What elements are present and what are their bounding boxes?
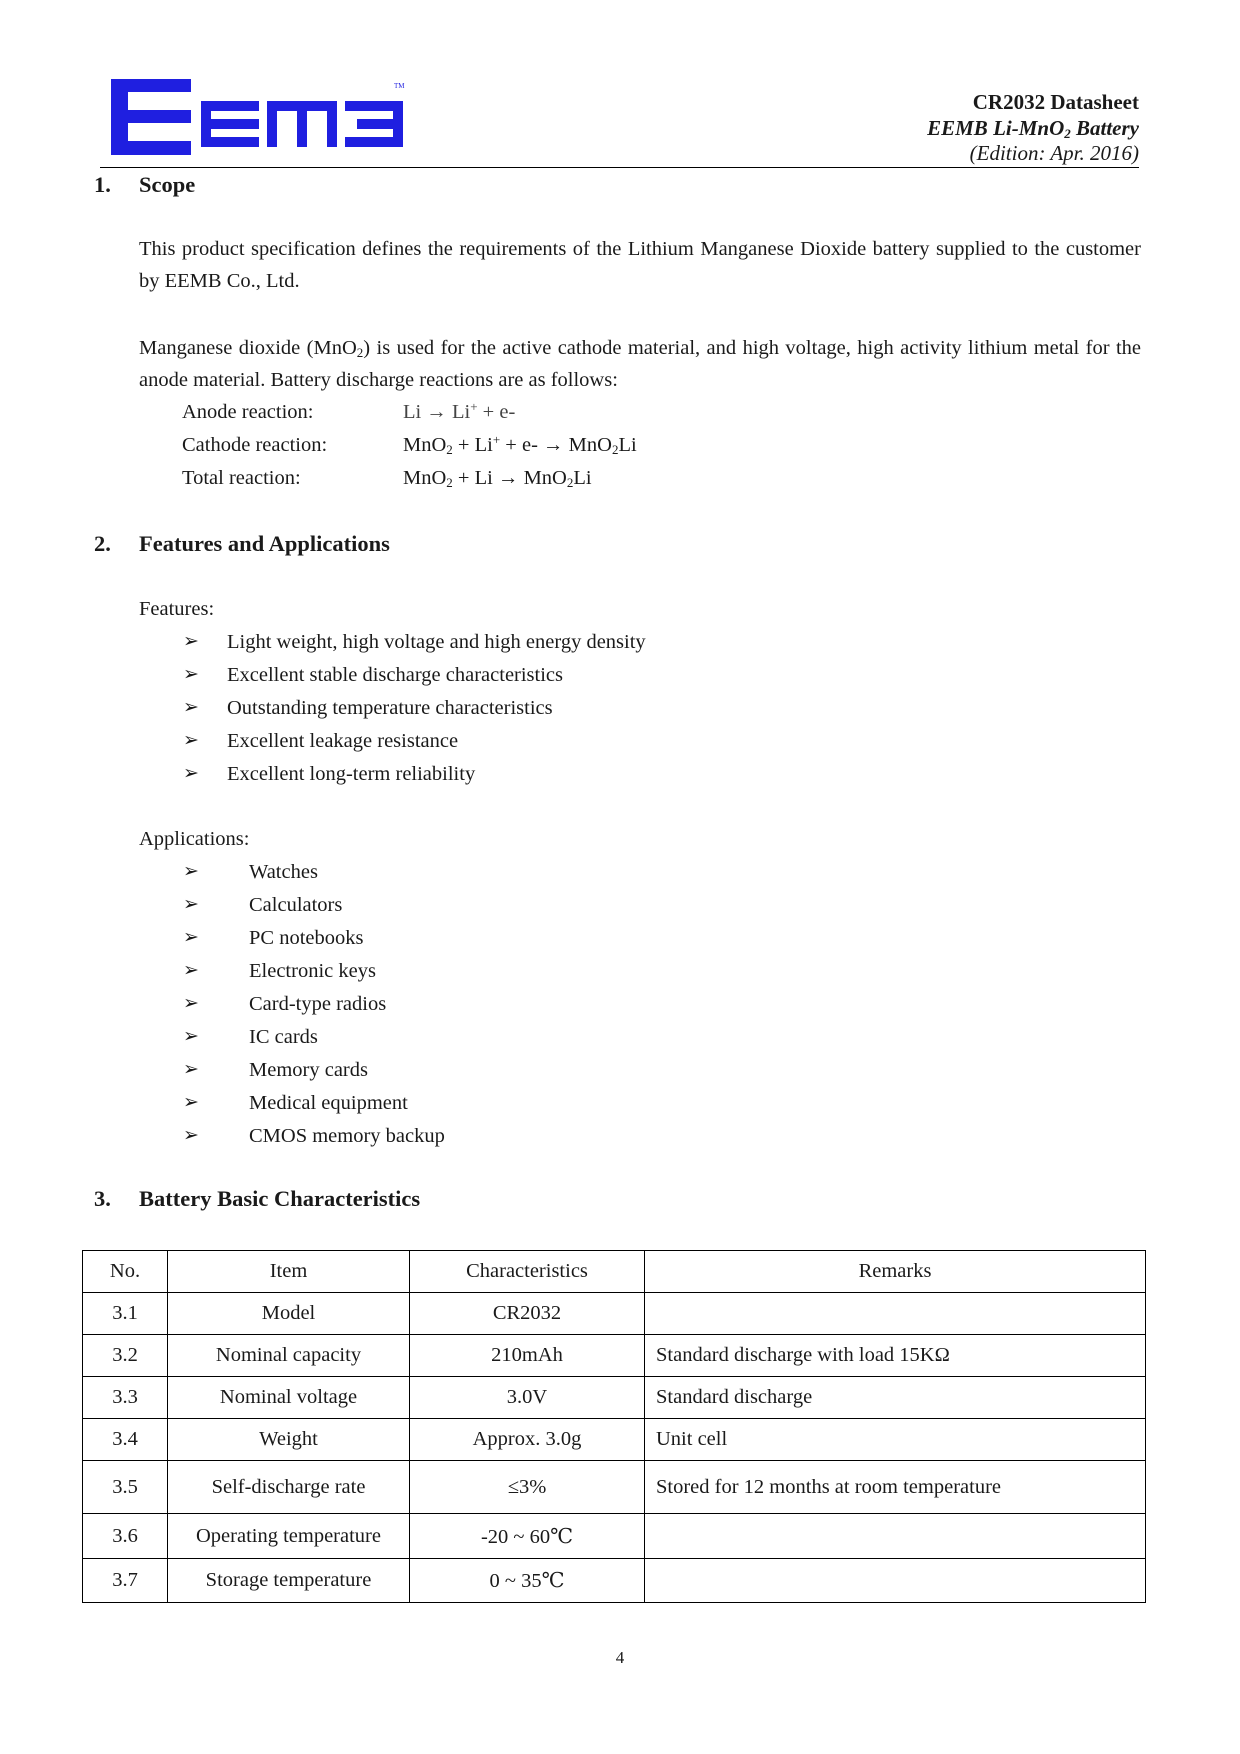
cell-item: Nominal voltage [168,1377,410,1419]
bullet-arrow-icon: ➢ [183,631,199,652]
table-row [83,1461,1146,1514]
bullet-arrow-icon: ➢ [183,927,199,948]
table-row [83,1514,1146,1559]
application-item: Electronic keys [249,960,376,982]
bullet-arrow-icon: ➢ [183,697,199,718]
total-reaction-label: Total reaction: [182,467,301,489]
characteristics-table [82,1250,1146,1603]
application-item: Calculators [249,894,343,916]
cell-remarks: Standard discharge with load 15KΩ [645,1335,1146,1377]
bullet-arrow-icon: ➢ [183,894,199,915]
cell-remarks: Stored for 12 months at room temperature [645,1461,1146,1514]
bullet-arrow-icon: ➢ [183,1092,199,1113]
total-reaction-equation: MnO$_2$ + Li → MnO$_2$Li [403,467,592,490]
cell-no: 3.1 [83,1293,168,1335]
table-row [83,1377,1146,1419]
features-label: Features: [139,598,215,620]
application-item: PC notebooks [249,927,364,949]
application-item: Medical equipment [249,1092,408,1114]
cell-item: Storage temperature [168,1559,410,1603]
cell-no: 3.2 [83,1335,168,1377]
cell-no: 3.5 [83,1461,168,1514]
cell-remarks [645,1514,1146,1559]
cell-remarks: Unit cell [645,1419,1146,1461]
anode-reaction-label: Anode reaction: [182,401,314,423]
cell-remarks [645,1559,1146,1603]
bullet-arrow-icon: ➢ [183,1026,199,1047]
eemb-logo [111,79,416,159]
feature-item: Excellent stable discharge characteristics [227,664,564,686]
bullet-arrow-icon: ➢ [183,1125,199,1146]
table-row [83,1419,1146,1461]
bullet-arrow-icon: ➢ [183,861,199,882]
section-2-title: Features and Applications [139,531,390,556]
application-item: Memory cards [249,1059,368,1081]
section-1-number: 1. [94,172,111,197]
datasheet-title: CR2032 Datasheet [972,90,1139,114]
bullet-arrow-icon: ➢ [183,1059,199,1080]
col-header-characteristics: Characteristics [410,1251,645,1293]
cell-remarks [645,1293,1146,1335]
cell-value: 0 ~ 35℃ [410,1559,645,1603]
col-header-item: Item [168,1251,410,1293]
section-3-title: Battery Basic Characteristics [139,1186,421,1211]
table-row [83,1559,1146,1603]
bullet-arrow-icon: ➢ [183,960,199,981]
scope-paragraph-1: This product specification defines the requirements of the Lithium Manganese Dioxide battery supplied to the customer by EEMB Co., Ltd. [139,238,1141,292]
table-row [83,1335,1146,1377]
page-number: 4 [615,1648,625,1667]
bullet-arrow-icon: ➢ [183,664,199,685]
edition-date: (Edition: Apr. 2016) [969,141,1139,165]
col-header-no: No. [83,1251,168,1293]
feature-item: Outstanding temperature characteristics [227,697,553,719]
cell-item: Operating temperature [168,1514,410,1559]
application-item: Card-type radios [249,993,387,1015]
cathode-reaction-equation: MnO$_2$ + Li+ + e- → MnO$_2$Li [403,432,637,457]
logo-mark [111,79,416,159]
application-item: Watches [249,861,318,883]
table-header-row [83,1251,1146,1293]
section-1-title: Scope [139,172,196,197]
cell-value: 3.0V [410,1377,645,1419]
cell-value: ≤3% [410,1461,645,1514]
datasheet-subtitle: EEMB Li-MnO$_2$ Battery [927,116,1139,141]
header-divider [100,167,1139,168]
cell-value: 210mAh [410,1335,645,1377]
trademark-mark: TM [394,82,405,90]
applications-label: Applications: [139,828,250,850]
application-item: CMOS memory backup [249,1125,445,1147]
cell-no: 3.6 [83,1514,168,1559]
section-3-number: 3. [94,1186,111,1211]
cell-value: -20 ~ 60℃ [410,1514,645,1559]
bullet-arrow-icon: ➢ [183,993,199,1014]
cell-value: CR2032 [410,1293,645,1335]
cell-item: Self-discharge rate [168,1461,410,1514]
feature-item: Light weight, high voltage and high energy density [227,631,646,653]
bullet-arrow-icon: ➢ [183,730,199,751]
anode-reaction-equation: Li → Li+ + e- [403,399,516,423]
application-item: IC cards [249,1026,318,1048]
cell-remarks: Standard discharge [645,1377,1146,1419]
bullet-arrow-icon: ➢ [183,763,199,784]
cathode-reaction-label: Cathode reaction: [182,434,328,456]
feature-item: Excellent leakage resistance [227,730,459,752]
cell-no: 3.4 [83,1419,168,1461]
scope-paragraph-2: Manganese dioxide (MnO$_2$) is used for the active cathode material, and high voltage, high activity lithium metal for the anode material. Battery discharge reactions are as follows: [139,337,1141,391]
cell-item: Nominal capacity [168,1335,410,1377]
cell-item: Weight [168,1419,410,1461]
cell-value: Approx. 3.0g [410,1419,645,1461]
cell-no: 3.3 [83,1377,168,1419]
table-row [83,1293,1146,1335]
col-header-remarks: Remarks [645,1251,1146,1293]
section-2-number: 2. [94,531,111,556]
cell-no: 3.7 [83,1559,168,1603]
cell-item: Model [168,1293,410,1335]
feature-item: Excellent long-term reliability [227,763,476,785]
